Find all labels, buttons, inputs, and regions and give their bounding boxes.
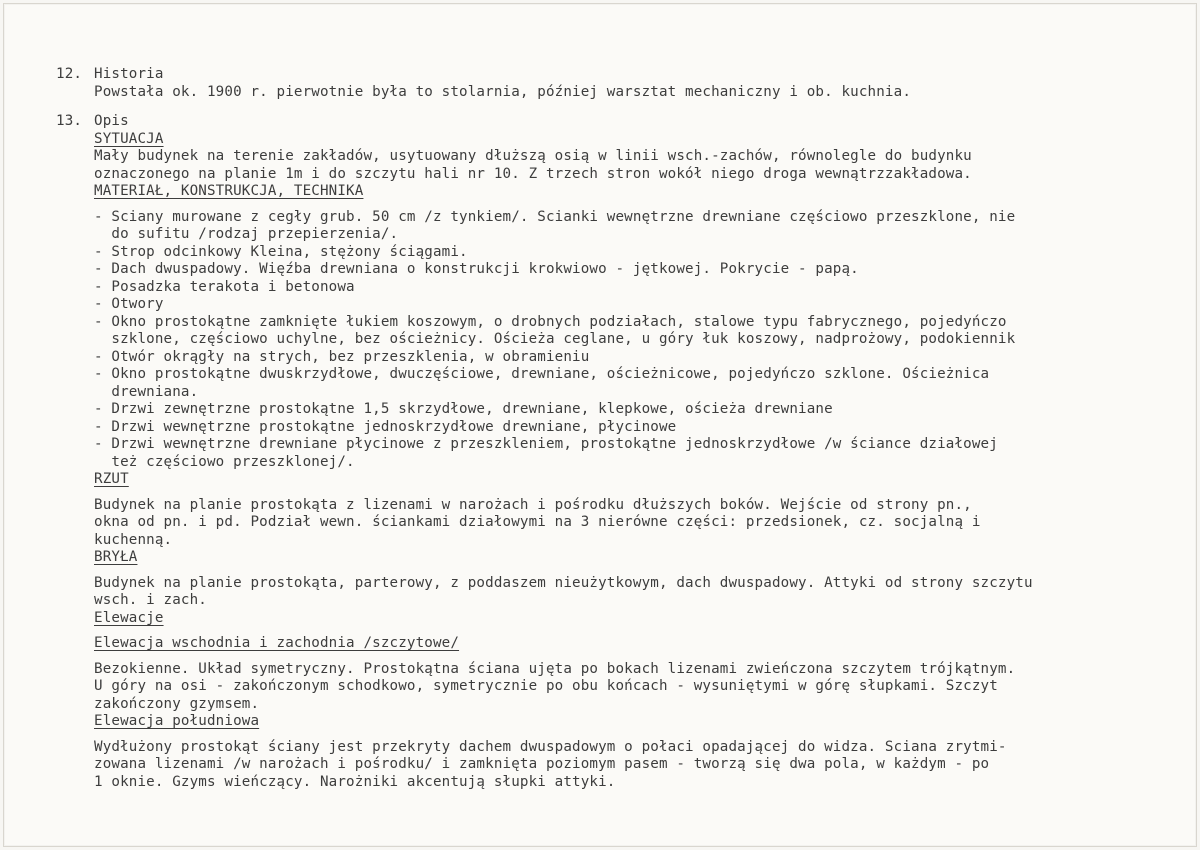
section-title: Historia xyxy=(94,66,164,82)
text-line: U góry na osi - zakończonym schodkowo, symetrycznie po obu końcach - wysuniętymi w górę słupkami. Szczyt xyxy=(94,678,998,694)
text-line: 1 oknie. Gzyms wieńczący. Narożniki akcentują słupki attyki. xyxy=(94,773,616,790)
text-line: okna od pn. i pd. Podział wewn. ściankami działowymi na 3 nierówne części: przedsionek, cz. socjalną i xyxy=(94,514,981,530)
text-line: Bezokienne. Układ symetryczny. Prostokątna ściana ujęta po bokach lizenami zwieńczona szczytem trójkątnym. xyxy=(94,660,1016,677)
list-item: - Sciany murowane z cegły grub. 50 cm /z tynkiem/. Scianki wewnętrzne drewniane częściowo przeszklone, nie xyxy=(94,208,1016,225)
list-item: - Okno prostokątne zamknięte łukiem koszowym, o drobnych podziałach, stalowe typu fabrycznego, pojedyńczo xyxy=(94,313,1007,330)
text-line: oznaczonego na planie 1m i do szczytu hali nr 10. Z trzech stron wokół niego droga wewnątrzzakładowa. xyxy=(94,165,972,182)
subsection-heading-sytuacja: SYTUACJA xyxy=(94,130,164,147)
document-page xyxy=(3,3,1197,847)
section-opis xyxy=(56,113,1196,791)
section-number: 13. xyxy=(56,113,83,129)
list-item: - Otwory xyxy=(94,296,164,312)
text-line: Mały budynek na terenie zakładów, usytuowany dłuższą osią w linii wsch.-zachów, równolegle do budynku xyxy=(94,148,972,164)
list-item: drewniana. xyxy=(94,383,199,400)
text-line: zakończony gzymsem. xyxy=(94,695,260,712)
list-item: - Strop odcinkowy Kleina, stężony ściągami. xyxy=(94,243,468,260)
list-item: - Drzwi zewnętrzne prostokątne 1,5 skrzydłowe, drewniane, klepkowe, ościeża drewniane xyxy=(94,401,833,417)
subsection-heading-rzut: RZUT xyxy=(94,471,129,487)
subsection-heading-elewacja-poludniowa: Elewacja południowa xyxy=(94,713,260,729)
list-item: - Posadzka terakota i betonowa xyxy=(94,278,355,295)
subsection-heading-material: MATERIAŁ, KONSTRUKCJA, TECHNIKA xyxy=(94,183,364,199)
section-number: 12. xyxy=(56,66,83,82)
document-body xyxy=(56,66,1196,791)
section-historia xyxy=(56,66,1196,101)
text-line: Budynek na planie prostokąta, parterowy, z poddaszem nieużytkowym, dach dwuspadowy. Attyki od strony szczytu xyxy=(94,574,1033,591)
text-line: zowana lizenami /w narożach i pośrodku/ i zamknięta poziomym pasem - tworzą się dwa pola, w każdym - po xyxy=(94,756,990,772)
section-text: Powstała ok. 1900 r. pierwotnie była to stolarnia, później warsztat mechaniczny i ob. kuchnia. xyxy=(94,83,912,100)
text-line: Budynek na planie prostokąta z lizenami w narożach i pośrodku dłuższych boków. Wejście od strony pn., xyxy=(94,496,972,513)
text-line: Wydłużony prostokąt ściany jest przekryty dachem dwuspadowym o połaci opadającej do widza. Sciana zrytmi- xyxy=(94,738,1007,755)
subsection-heading-bryla: BRYŁA xyxy=(94,549,138,565)
list-item: - Okno prostokątne dwuskrzydłowe, dwuczęściowe, drewniane, ościeżnicowe, pojedyńczo szklone. Ościeżnica xyxy=(94,366,990,382)
subsection-heading-elewacja-wschodnia: Elewacja wschodnia i zachodnia /szczytowe/ xyxy=(94,635,460,651)
list-item: - Drzwi wewnętrzne drewniane płycinowe z przeszkleniem, prostokątne jednoskrzydłowe /w ściance działowej xyxy=(94,436,998,452)
list-item: - Otwór okrągły na strych, bez przeszklenia, w obramieniu xyxy=(94,348,590,365)
list-item: - Dach dwuspadowy. Więźba drewniana o konstrukcji krokwiowo - jętkowej. Pokrycie - papą. xyxy=(94,261,859,277)
text-line: kuchenną. xyxy=(94,531,173,548)
text-line: wsch. i zach. xyxy=(94,592,207,608)
list-item: też częściowo przeszklonej/. xyxy=(94,453,355,470)
list-item: - Drzwi wewnętrzne prostokątne jednoskrzydłowe drewniane, płycinowe xyxy=(94,418,677,435)
list-item: szklone, częściowo uchylne, bez ościeżnicy. Ościeża ceglane, u góry łuk koszowy, nadprożowy, podokiennik xyxy=(94,331,1016,347)
section-title: Opis xyxy=(94,113,129,129)
list-item: do sufitu /rodzaj przepierzenia/. xyxy=(94,226,399,242)
subsection-heading-elewacje: Elewacje xyxy=(94,609,164,626)
